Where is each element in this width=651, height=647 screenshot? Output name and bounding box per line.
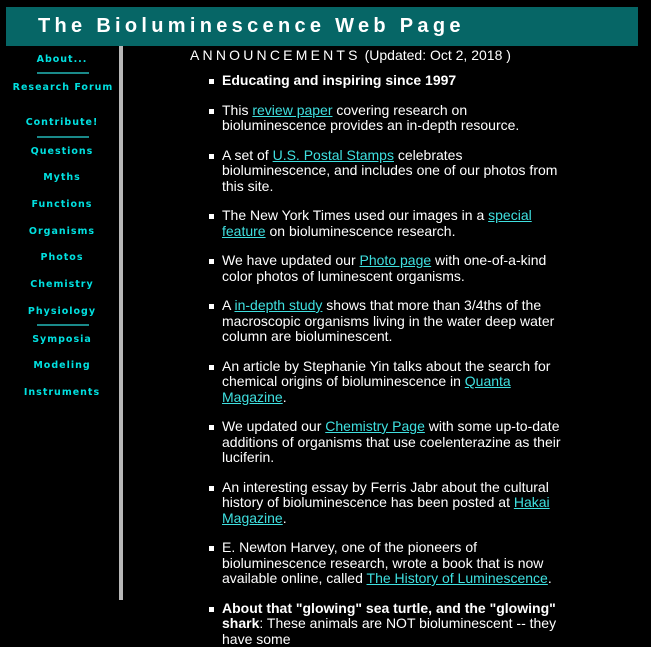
- header-banner: [6, 7, 638, 46]
- item-text: The New York Times used our images in a: [222, 207, 488, 223]
- page-title: The Bioluminescence Web Page: [38, 15, 465, 38]
- updated-date: (Updated: Oct 2, 2018 ): [365, 47, 511, 63]
- nav-myths[interactable]: Myths: [0, 172, 124, 183]
- item-text: An article by Stephanie Yin talks about the search for chemical origins of bioluminescence in: [222, 358, 550, 390]
- list-item: [208, 73, 572, 89]
- item-text: An interesting essay by Ferris Jabr about the cultural history of bioluminescence has been posted at: [222, 479, 549, 511]
- list-item: [208, 601, 572, 647]
- nav-chemistry[interactable]: Chemistry: [0, 279, 124, 290]
- item-text: with one-of-a-kind color photos of luminescent organisms.: [222, 252, 546, 284]
- list-item: [208, 359, 572, 406]
- item-text: .: [548, 570, 552, 586]
- item-text: A set of: [222, 147, 273, 163]
- nav-about[interactable]: About...: [0, 54, 124, 65]
- list-item: [208, 480, 572, 527]
- list-item: [208, 208, 572, 239]
- list-item: [208, 540, 572, 587]
- nav-divider: [37, 324, 89, 326]
- announcements-title: ANNOUNCEMENTS: [190, 47, 361, 63]
- list-item: [208, 298, 572, 345]
- nav-contribute[interactable]: Contribute!: [0, 117, 124, 128]
- photo-page-link[interactable]: Photo page: [360, 252, 432, 268]
- chemistry-page-link[interactable]: Chemistry Page: [325, 418, 425, 434]
- item-text: We have updated our: [222, 252, 360, 268]
- item-text: E. Newton Harvey, one of the pioneers of bioluminescence research, wrote a book that is now available online, called: [222, 539, 543, 586]
- item-text-bold: About that "glowing" sea turtle, and the "glowing" shark: [222, 600, 556, 632]
- item-text: A: [222, 297, 234, 313]
- nav-symposia[interactable]: Symposia: [0, 334, 124, 345]
- nav-questions[interactable]: Questions: [0, 146, 124, 157]
- announcements-list: [208, 73, 572, 647]
- item-text: with some up-to-date additions of organisms that use coelenterazine as their luciferin.: [222, 418, 561, 465]
- nav-divider: [37, 72, 89, 74]
- nav-modeling[interactable]: Modeling: [0, 360, 124, 371]
- special-feature-link[interactable]: special feature: [222, 207, 532, 239]
- item-text: : These animals are NOT bioluminescent -- they have some: [222, 615, 556, 647]
- item-text: Educating and inspiring since 1997: [222, 72, 456, 88]
- divider-bar: [119, 46, 123, 600]
- history-of-luminescence-link[interactable]: The History of Luminescence: [367, 570, 548, 586]
- item-text: This: [222, 102, 252, 118]
- announcements-heading: [190, 47, 511, 63]
- list-item: [208, 148, 572, 195]
- list-item: [208, 253, 572, 284]
- item-text: shows that more than 3/4ths of the macroscopic organisms living in the water deep water column are bioluminescent.: [222, 297, 554, 344]
- nav-functions[interactable]: Functions: [0, 199, 124, 210]
- list-item: [208, 103, 572, 134]
- nav-physiology[interactable]: Physiology: [0, 306, 124, 317]
- item-text: celebrates bioluminescence, and includes one of our photos from this site.: [222, 147, 557, 194]
- item-text: on bioluminescence research.: [266, 223, 456, 239]
- postal-stamps-link[interactable]: U.S. Postal Stamps: [273, 147, 394, 163]
- item-text: We updated our: [222, 418, 325, 434]
- item-text: .: [283, 389, 287, 405]
- nav-divider: [37, 136, 89, 138]
- hakai-magazine-link[interactable]: Hakai Magazine: [222, 494, 550, 526]
- quanta-magazine-link[interactable]: Quanta Magazine: [222, 373, 511, 405]
- list-item: [208, 419, 572, 466]
- nav-photos[interactable]: Photos: [0, 252, 124, 263]
- item-text: .: [283, 510, 287, 526]
- nav-research-forum[interactable]: Research Forum: [0, 82, 126, 93]
- in-depth-study-link[interactable]: in-depth study: [234, 297, 322, 313]
- nav-instruments[interactable]: Instruments: [0, 387, 124, 398]
- nav-organisms[interactable]: Organisms: [0, 226, 124, 237]
- review-paper-link[interactable]: review paper: [252, 102, 332, 118]
- item-text: covering research on bioluminescence provides an in-depth resource.: [222, 102, 519, 134]
